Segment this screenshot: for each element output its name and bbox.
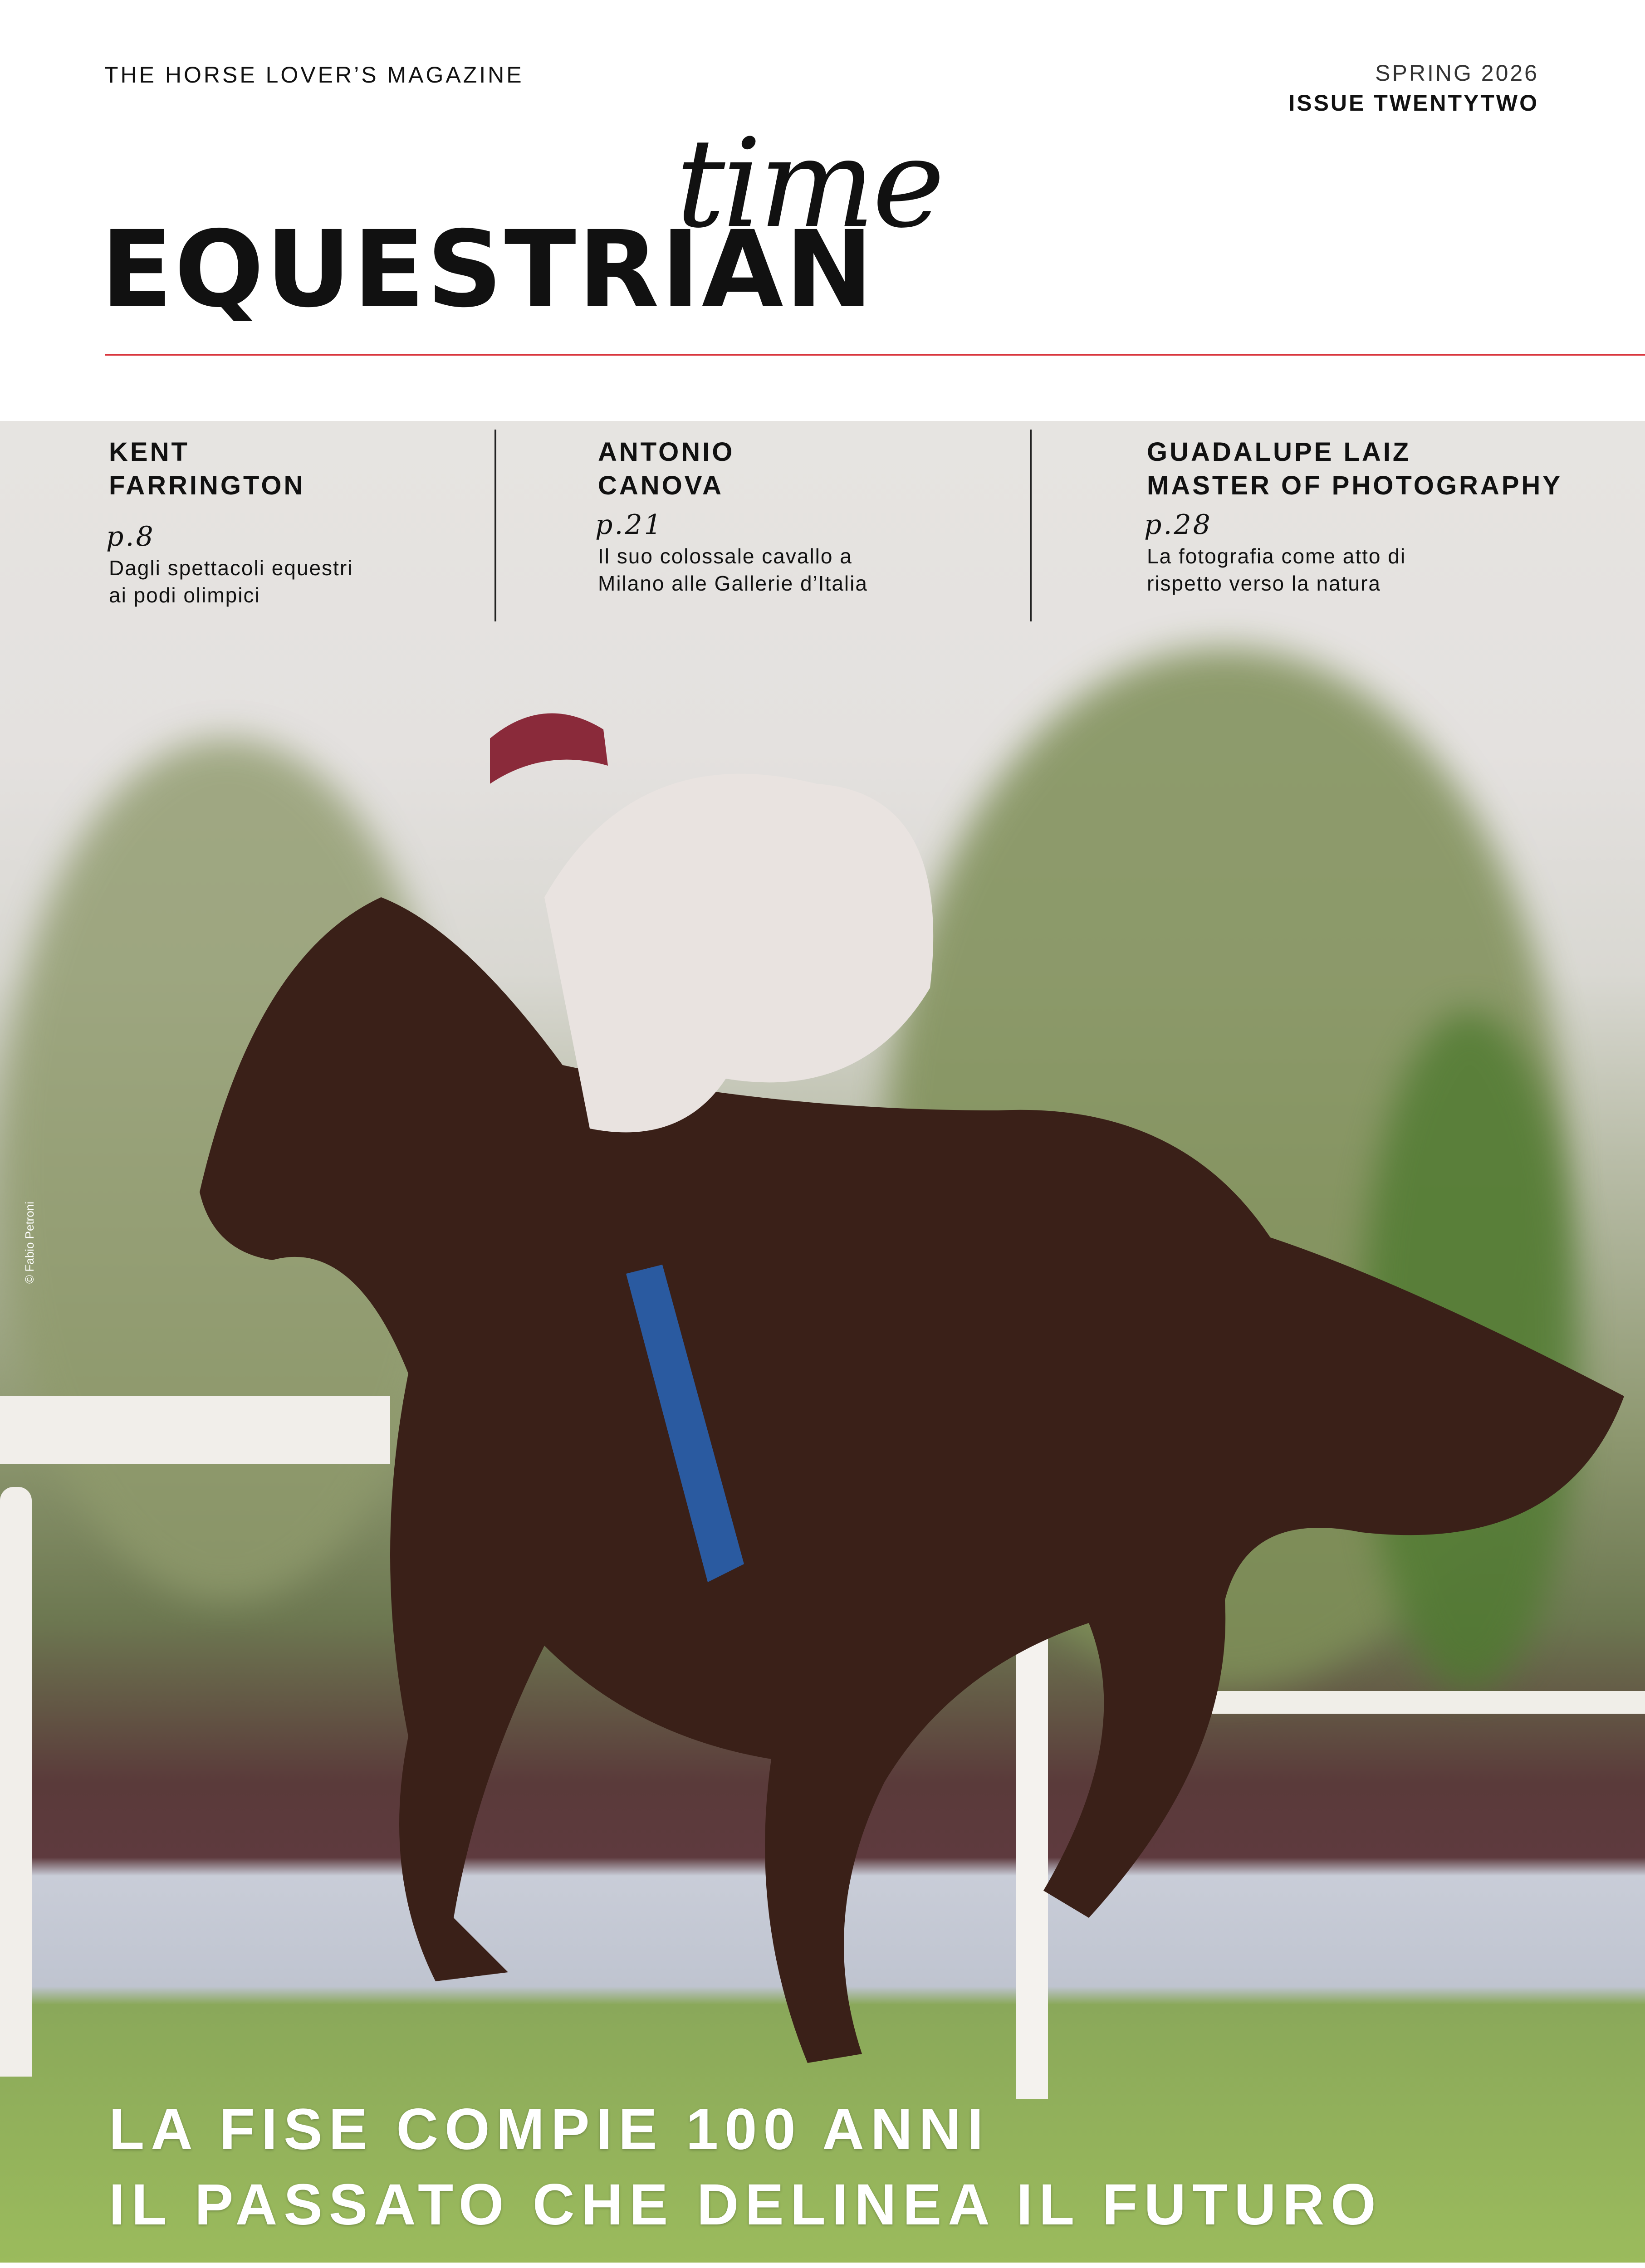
cover-subheadline: IL PASSATO CHE DELINEA IL FUTURO (109, 2172, 1382, 2237)
feature-teaser[interactable] (106, 435, 353, 609)
feature-desc: Milano alle Gallerie d’Italia (598, 572, 868, 595)
issue-season: SPRING 2026 (1375, 60, 1539, 86)
feature-title: KENT (109, 437, 190, 467)
feature-title: ANTONIO (598, 437, 735, 467)
feature-title: MASTER OF PHOTOGRAPHY (1147, 471, 1562, 500)
feature-title: CANOVA (598, 471, 724, 500)
column-divider (1030, 430, 1032, 621)
feature-title: GUADALUPE LAIZ (1147, 437, 1411, 467)
feature-teaser[interactable] (1144, 435, 1562, 597)
feature-desc: Dagli spettacoli equestri (109, 556, 353, 580)
photo-credit: © Fabio Petroni (23, 1201, 36, 1284)
magazine-tagline: THE HORSE LOVER’S MAGAZINE (104, 62, 524, 88)
header-divider (105, 354, 1645, 356)
issue-number: ISSUE TWENTYTWO (1288, 90, 1539, 116)
feature-desc: ai podi olimpici (109, 583, 260, 607)
cover-photo (0, 421, 1645, 2263)
logo-script: time (676, 112, 942, 255)
feature-desc: rispetto verso la natura (1147, 572, 1381, 595)
feature-teaser[interactable] (595, 435, 868, 597)
feature-title: FARRINGTON (109, 471, 305, 500)
logo-wordmark: EQUESTRIAN (101, 208, 875, 331)
feature-desc: La fotografia come atto di (1147, 544, 1406, 568)
cover-headline: LA FISE COMPIE 100 ANNI (109, 2097, 990, 2162)
feature-desc: Il suo colossale cavallo a (598, 544, 852, 568)
feature-page: p.8 (106, 521, 155, 552)
feature-page: p.21 (595, 509, 663, 541)
column-divider (494, 430, 496, 621)
feature-page: p.28 (1144, 509, 1212, 541)
racehorse-illustration (0, 421, 1645, 2263)
